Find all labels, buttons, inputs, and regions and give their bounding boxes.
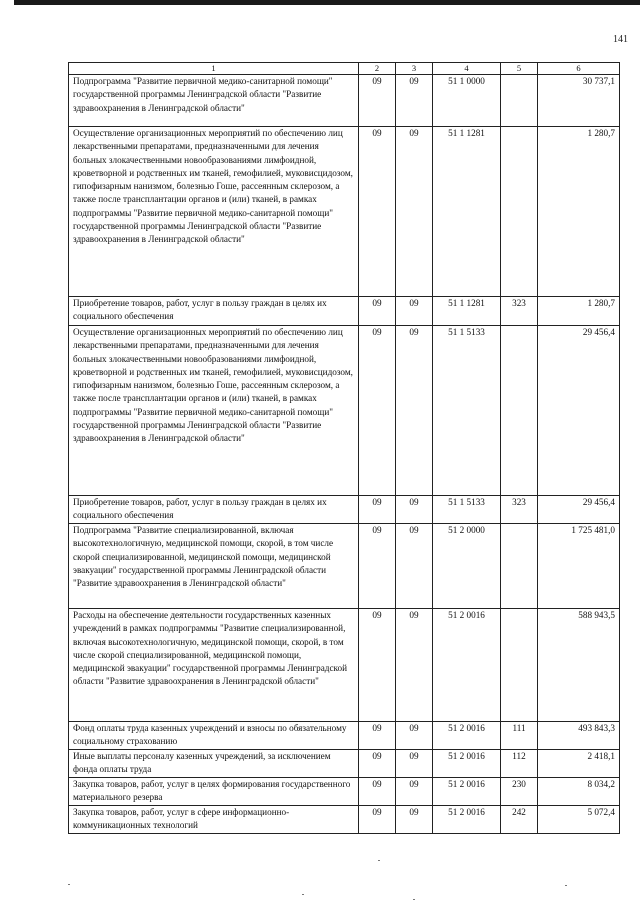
row-description: Осуществление организационных мероприятий по обеспечению лиц лекарственными препаратами, предназначенными для лечения больных злокачественными новообразованиями лимфоидной, кроветворной и родственных им тканей, гемофилией, муковисцидозом, гипофизарным нанизмом, болезнью Гоше, рассеянным склерозом, а также после трансплантации органов и (или) тканей, в рамках подпрограммы "Развитие первичной медико-санитарной помощи" государственной программы Ленинградской области "Развитие здравоохранения в Ленинградской области" xyxy=(69,326,359,496)
section-code: 09 xyxy=(359,750,396,778)
expense-type-code xyxy=(501,326,538,496)
row-description: Приобретение товаров, работ, услуг в пользу граждан в целях их социального обеспечения xyxy=(69,496,359,524)
table-header-row xyxy=(69,63,620,75)
scan-speck xyxy=(378,860,380,861)
section-code: 09 xyxy=(359,722,396,750)
expense-type-code: 230 xyxy=(501,778,538,806)
subsection-code: 09 xyxy=(396,750,433,778)
subsection-code: 09 xyxy=(396,806,433,834)
table-row xyxy=(69,778,620,806)
expense-type-code: 323 xyxy=(501,496,538,524)
column-header: 1 xyxy=(69,63,359,75)
row-description: Фонд оплаты труда казенных учреждений и взносы по обязательному социальному страхованию xyxy=(69,722,359,750)
row-description: Приобретение товаров, работ, услуг в пользу граждан в целях их социального обеспечения xyxy=(69,297,359,326)
row-description: Закупка товаров, работ, услуг в целях формирования государственного материального резерва xyxy=(69,778,359,806)
table-row xyxy=(69,609,620,722)
section-code: 09 xyxy=(359,75,396,127)
table-row xyxy=(69,750,620,778)
budget-table xyxy=(68,62,620,834)
expense-type-code xyxy=(501,75,538,127)
amount: 493 843,3 xyxy=(538,722,620,750)
target-article-code: 51 2 0016 xyxy=(433,750,501,778)
scan-speck xyxy=(565,885,567,886)
subsection-code: 09 xyxy=(396,297,433,326)
table-row xyxy=(69,496,620,524)
target-article-code: 51 1 1281 xyxy=(433,127,501,297)
target-article-code: 51 1 5133 xyxy=(433,496,501,524)
table-row xyxy=(69,127,620,297)
row-description: Подпрограмма "Развитие первичной медико-санитарной помощи" государственной программы Ленинградской области "Развитие здравоохранения в Ленинградской области" xyxy=(69,75,359,127)
subsection-code: 09 xyxy=(396,326,433,496)
column-header: 5 xyxy=(501,63,538,75)
expense-type-code xyxy=(501,127,538,297)
amount: 29 456,4 xyxy=(538,326,620,496)
section-code: 09 xyxy=(359,496,396,524)
amount: 5 072,4 xyxy=(538,806,620,834)
section-code: 09 xyxy=(359,609,396,722)
section-code: 09 xyxy=(359,326,396,496)
row-description: Осуществление организационных мероприятий по обеспечению лиц лекарственными препаратами, предназначенными для лечения больных злокачественными новообразованиями лимфоидной, кроветворной и родственных им тканей, гемофилией, муковисцидозом, гипофизарным нанизмом, болезнью Гоше, рассеянным склерозом, а также после трансплантации органов и (или) тканей, в рамках подпрограммы "Развитие первичной медико-санитарной помощи" государственной программы Ленинградской области "Развитие здравоохранения в Ленинградской области" xyxy=(69,127,359,297)
section-code: 09 xyxy=(359,297,396,326)
column-header: 6 xyxy=(538,63,620,75)
table-row xyxy=(69,722,620,750)
amount: 588 943,5 xyxy=(538,609,620,722)
row-description: Закупка товаров, работ, услуг в сфере информационно-коммуникационных технологий xyxy=(69,806,359,834)
subsection-code: 09 xyxy=(396,127,433,297)
section-code: 09 xyxy=(359,778,396,806)
amount: 8 034,2 xyxy=(538,778,620,806)
subsection-code: 09 xyxy=(396,75,433,127)
target-article-code: 51 1 1281 xyxy=(433,297,501,326)
column-header: 3 xyxy=(396,63,433,75)
table-row xyxy=(69,75,620,127)
page-number: 141 xyxy=(613,34,628,45)
amount: 29 456,4 xyxy=(538,496,620,524)
target-article-code: 51 2 0016 xyxy=(433,806,501,834)
target-article-code: 51 1 0000 xyxy=(433,75,501,127)
table-row xyxy=(69,297,620,326)
table-row xyxy=(69,524,620,609)
scan-speck xyxy=(413,899,415,900)
column-header: 2 xyxy=(359,63,396,75)
row-description: Иные выплаты персоналу казенных учреждений, за исключением фонда оплаты труда xyxy=(69,750,359,778)
subsection-code: 09 xyxy=(396,722,433,750)
section-code: 09 xyxy=(359,524,396,609)
expense-type-code xyxy=(501,524,538,609)
amount: 30 737,1 xyxy=(538,75,620,127)
section-code: 09 xyxy=(359,127,396,297)
target-article-code: 51 2 0016 xyxy=(433,778,501,806)
table-row xyxy=(69,326,620,496)
amount: 1 725 481,0 xyxy=(538,524,620,609)
target-article-code: 51 1 5133 xyxy=(433,326,501,496)
subsection-code: 09 xyxy=(396,609,433,722)
table-row xyxy=(69,806,620,834)
expense-type-code: 323 xyxy=(501,297,538,326)
expense-type-code: 112 xyxy=(501,750,538,778)
subsection-code: 09 xyxy=(396,496,433,524)
target-article-code: 51 2 0016 xyxy=(433,722,501,750)
amount: 1 280,7 xyxy=(538,127,620,297)
column-header: 4 xyxy=(433,63,501,75)
subsection-code: 09 xyxy=(396,524,433,609)
row-description: Расходы на обеспечение деятельности государственных казенных учреждений в рамках подпрограммы "Развитие специализированной, включая высокотехнологичную, медицинской помощи, скорой, в том числе скорой специализированной, медицинской помощи, медицинской эвакуации" государственной программы Ленинградской области "Развитие здравоохранения в Ленинградской области" xyxy=(69,609,359,722)
amount: 1 280,7 xyxy=(538,297,620,326)
subsection-code: 09 xyxy=(396,778,433,806)
target-article-code: 51 2 0016 xyxy=(433,609,501,722)
expense-type-code: 242 xyxy=(501,806,538,834)
expense-type-code xyxy=(501,609,538,722)
amount: 2 418,1 xyxy=(538,750,620,778)
scan-speck xyxy=(68,884,70,885)
row-description: Подпрограмма "Развитие специализированной, включая высокотехнологичную, медицинской помощи, скорой, в том числе скорой специализированной, медицинской помощи, медицинской эвакуации" государственной программы Ленинградской области "Развитие здравоохранения в Ленинградской области" xyxy=(69,524,359,609)
section-code: 09 xyxy=(359,806,396,834)
scan-speck xyxy=(302,894,304,895)
scan-top-border xyxy=(14,0,640,5)
target-article-code: 51 2 0000 xyxy=(433,524,501,609)
expense-type-code: 111 xyxy=(501,722,538,750)
